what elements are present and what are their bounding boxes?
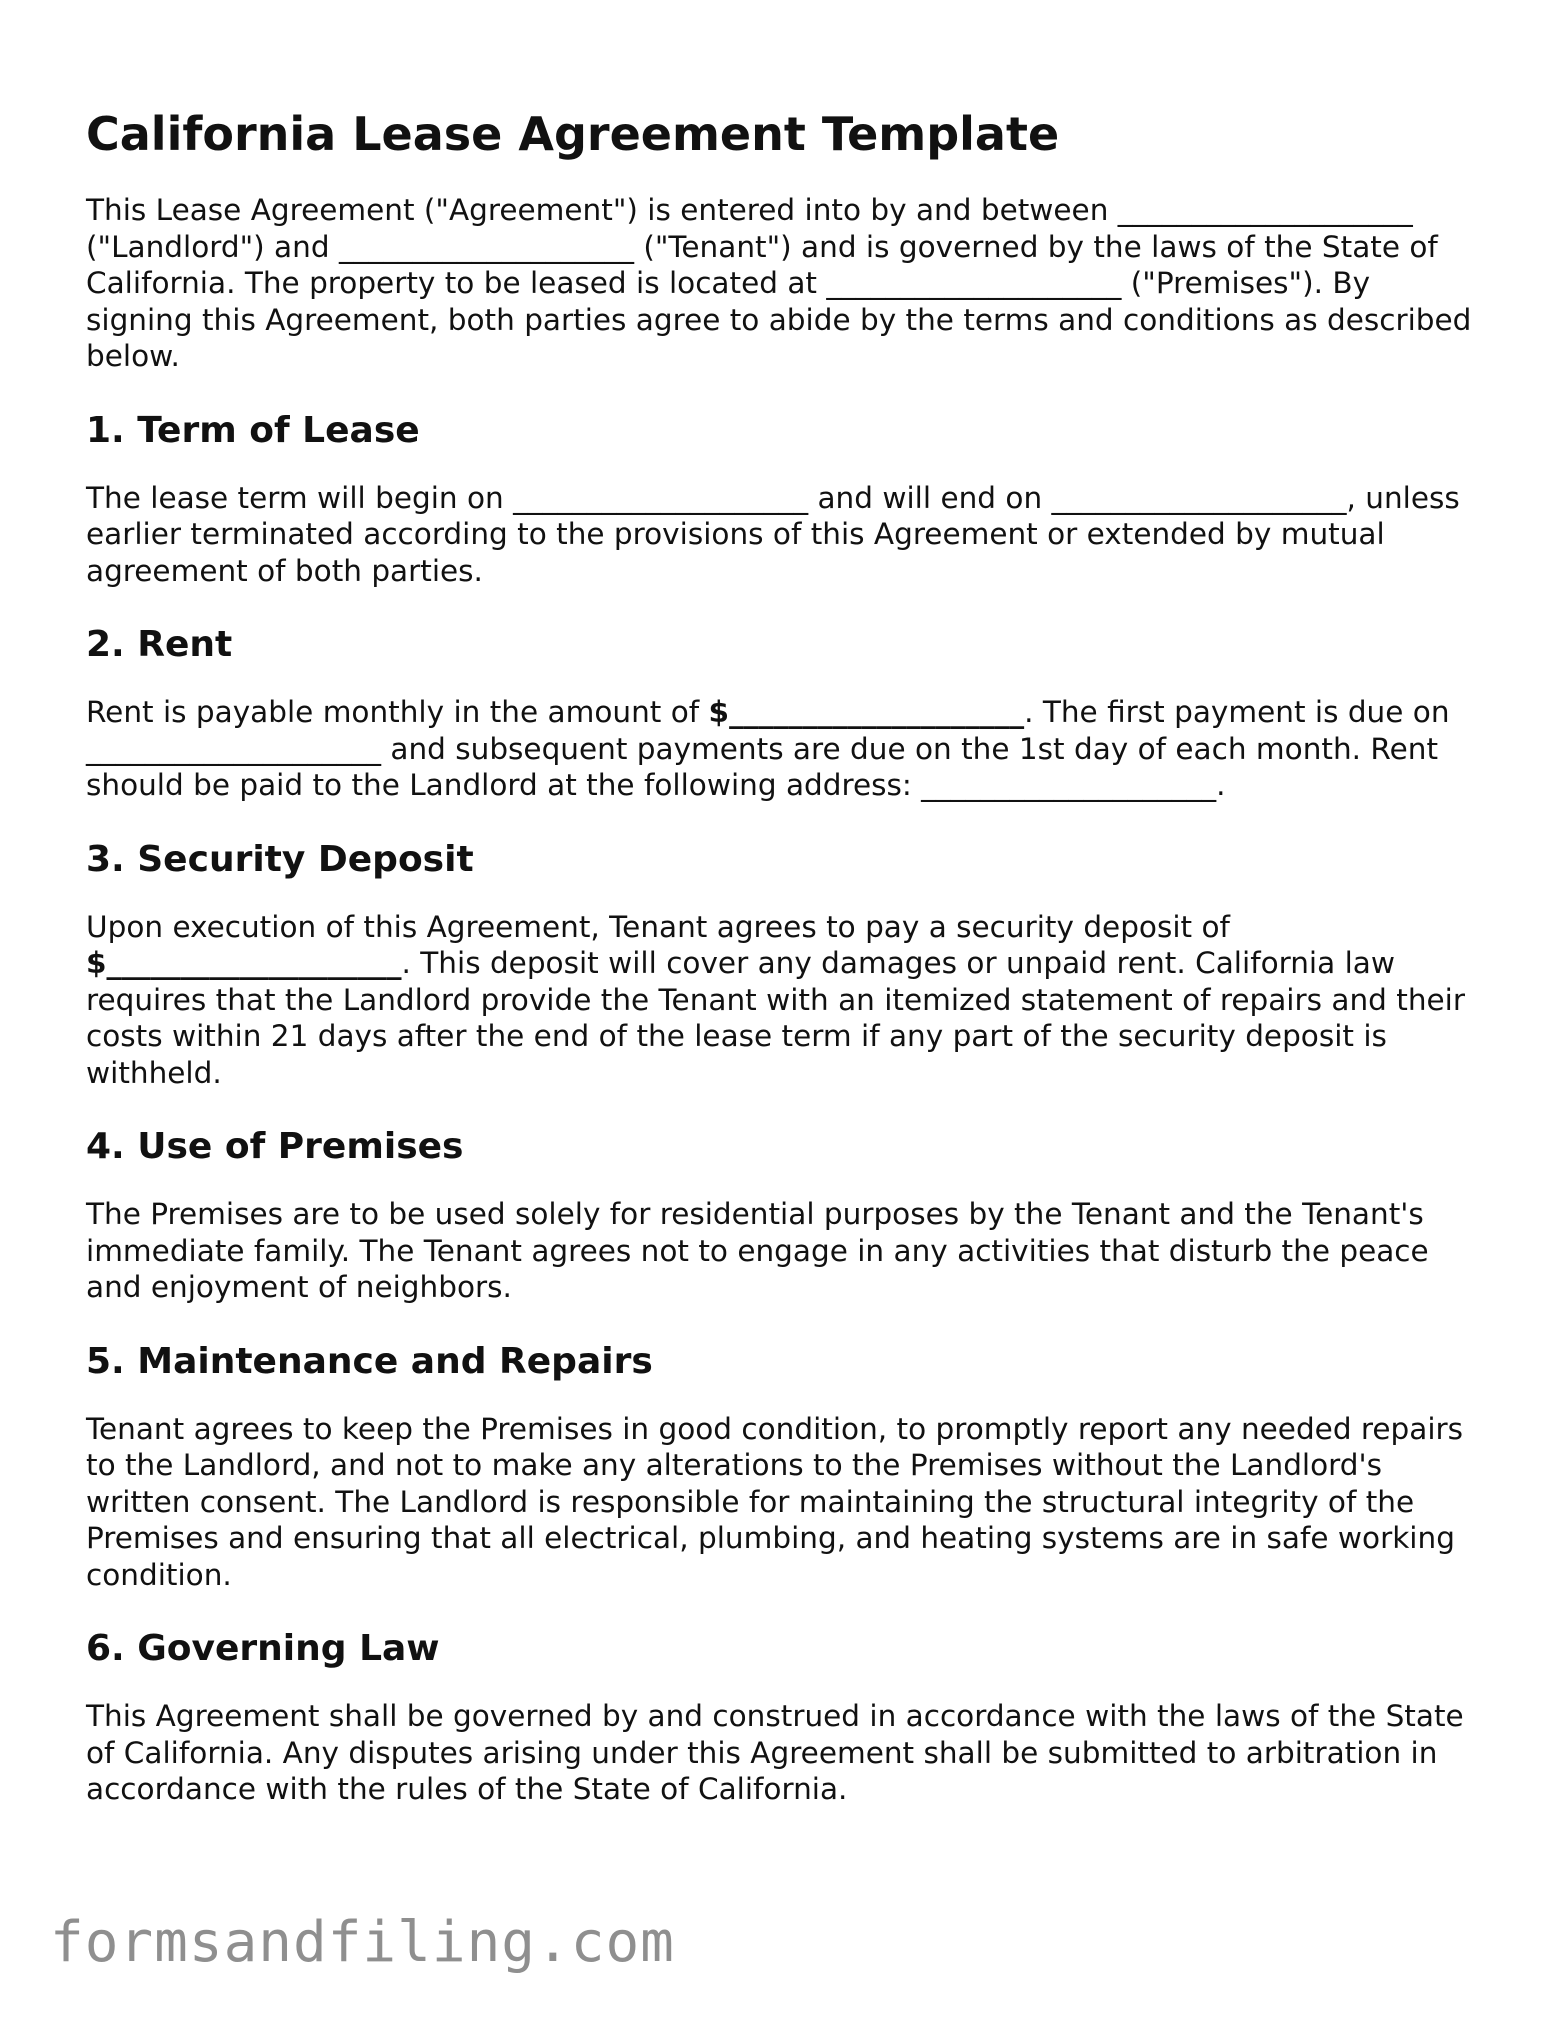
rent-text-3: and subsequent payments are due on the 1st day of each month. Rent should be paid to the Landlord at the following address: [86, 731, 1439, 802]
document-title: California Lease Agreement Template [86, 107, 1060, 161]
section-heading-security-deposit: 3. Security Deposit [86, 838, 474, 880]
section-heading-term: 1. Term of Lease [86, 409, 420, 451]
section-body-maintenance: Tenant agrees to keep the Premises in good condition, to promptly report any needed repairs to the Landlord, and not to make any alterations to the Premises without the Landlord's written consent. The Landlord is responsible for maintaining the structural integrity of the Premises and ensuring that all electrical, plumbing, and heating systems are in safe working condition. [86, 1411, 1464, 1592]
premises-address-blank[interactable]: ____________________ [826, 266, 1122, 300]
intro-text-1: This Lease Agreement ("Agreement") is entered into by and between [86, 193, 1118, 227]
deposit-text-1: Upon execution of this Agreement, Tenant agrees to pay a security deposit of [86, 909, 1230, 944]
section-body-governing-law: This Agreement shall be governed by and construed in accordance with the laws of the State of California. Any disputes arising under this Agreement shall be submitted to arbitration in accordance with the rules of the State of California. [86, 1699, 1464, 1806]
intro-text-3: ("Tenant") and is governed by the laws of the State of California. The property to be leased is located at [86, 229, 1438, 300]
intro-text-4: ("Premises"). By signing this Agreement, both parties agree to abide by the terms and conditions as described below. [86, 266, 1472, 373]
rent-amount-blank[interactable]: $____________________ [708, 695, 1025, 729]
rent-text-1: Rent is payable monthly in the amount of [86, 695, 709, 729]
lease-end-date-blank[interactable]: ____________________ [1051, 480, 1347, 515]
term-text-2: and will end on [808, 480, 1052, 515]
section-body-use-of-premises: The Premises are to be used solely for residential purposes by the Tenant and the Tenant's immediate family. The Tenant agrees not to engage in any activities that disturb the peace and enjoyment of neighbors. [86, 1197, 1429, 1304]
landlord-name-blank[interactable]: ____________________ [1117, 193, 1413, 227]
tenant-name-blank[interactable]: ____________________ [338, 229, 634, 264]
section-heading-governing-law: 6. Governing Law [86, 1628, 440, 1669]
first-payment-date-blank[interactable]: ____________________ [86, 731, 381, 766]
site-watermark: formsandfiling.com [50, 1910, 675, 1975]
section-body-term [86, 480, 1486, 590]
rent-text-4: . [1216, 768, 1226, 802]
section-body-rent [86, 694, 1486, 804]
lease-start-date-blank[interactable]: ____________________ [513, 480, 809, 515]
intro-text-2: ("Landlord") and [86, 229, 339, 264]
term-text-3: , unless earlier terminated according to the provisions of this Agreement or extended by mutual agreement of both parties. [86, 480, 1460, 588]
lease-document [86, 106, 1486, 1842]
section-body-security-deposit [86, 909, 1486, 1092]
deposit-amount-blank[interactable]: $____________________ [86, 946, 402, 980]
section-heading-use-of-premises: 4. Use of Premises [86, 1126, 464, 1167]
intro-paragraph [86, 192, 1486, 375]
deposit-text-2: . This deposit will cover any damages or unpaid rent. California law requires that the Landlord provide the Tenant with an itemized statement of repairs and their costs within 21 days after the end of the lease term if any part of the security deposit is withheld. [86, 946, 1465, 1090]
rent-text-2: . The first payment is due on [1024, 695, 1450, 729]
term-text-1: The lease term will begin on [86, 480, 514, 515]
section-heading-rent: 2. Rent [86, 624, 233, 665]
section-heading-maintenance: 5. Maintenance and Repairs [86, 1340, 653, 1382]
payment-address-blank[interactable]: ____________________ [921, 768, 1217, 802]
